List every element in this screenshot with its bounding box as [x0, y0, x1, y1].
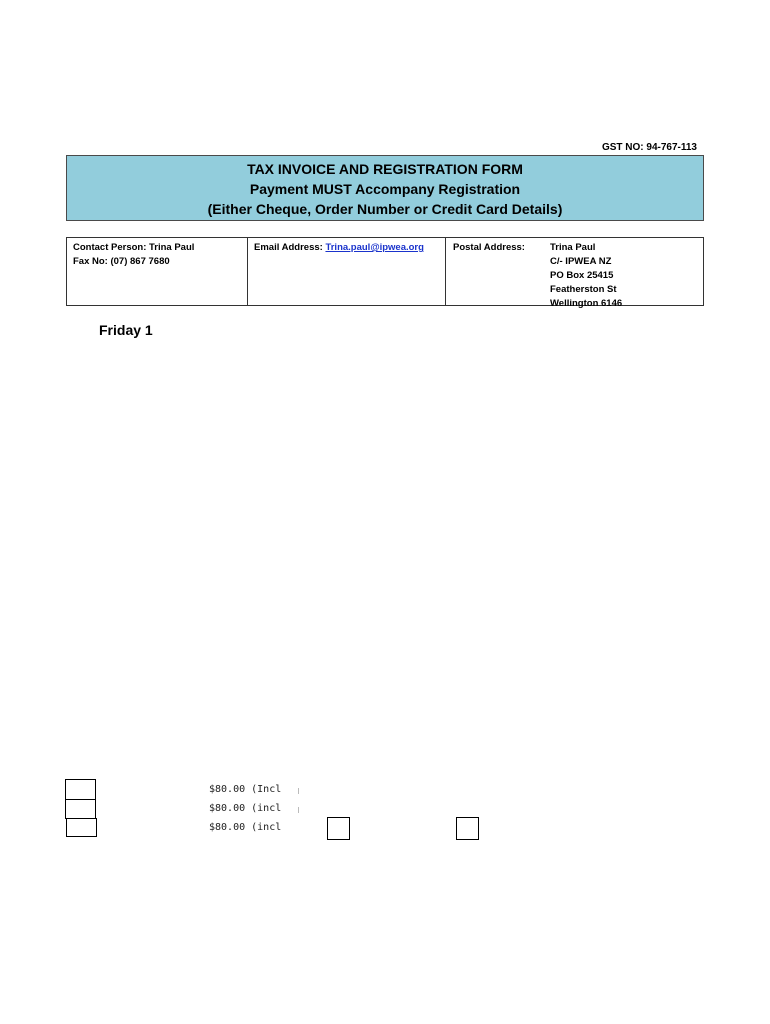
- postal-address-label: Postal Address:: [453, 242, 525, 253]
- registration-checkbox-2[interactable]: [65, 799, 96, 819]
- payment-notice: Payment MUST Accompany Registration: [249, 181, 521, 197]
- registration-checkbox-3[interactable]: [66, 818, 97, 837]
- gst-number: GST NO: 94-767-113: [601, 142, 697, 153]
- fax-number: Fax No: (07) 867 7680: [73, 256, 170, 267]
- postal-line: Featherston St: [550, 284, 617, 295]
- price-label-3: $80.00 (incl: [209, 822, 282, 833]
- email-label: Email Address:: [254, 242, 323, 253]
- price-label-2: $80.00 (incl: [209, 803, 282, 814]
- contact-person: Contact Person: Trina Paul: [73, 242, 195, 253]
- postal-line: C/- IPWEA NZ: [550, 256, 612, 267]
- contact-person-cell: [67, 238, 248, 305]
- clipped-text-mark: [298, 788, 303, 794]
- postal-line: Wellington 6146: [550, 298, 623, 309]
- email-cell: [248, 238, 446, 305]
- postal-line: Trina Paul: [550, 242, 596, 253]
- section-heading: Friday 1: [99, 322, 153, 338]
- option-checkbox-a[interactable]: [327, 817, 350, 840]
- form-title: TAX INVOICE AND REGISTRATION FORM: [247, 161, 523, 177]
- registration-checkbox-1[interactable]: [65, 779, 96, 800]
- option-checkbox-b[interactable]: [456, 817, 479, 840]
- price-label-1: $80.00 (Incl: [209, 784, 282, 795]
- postal-address-cell: [446, 238, 705, 309]
- payment-methods-note: (Either Cheque, Order Number or Credit Card Details): [207, 201, 563, 217]
- clipped-text-mark: [298, 807, 303, 813]
- title-banner: [66, 155, 704, 221]
- postal-line: PO Box 25415: [550, 270, 614, 281]
- email-link[interactable]: Trina.paul@ipwea.org: [325, 242, 424, 253]
- postal-address: [550, 241, 622, 311]
- contact-details-table: [66, 237, 704, 309]
